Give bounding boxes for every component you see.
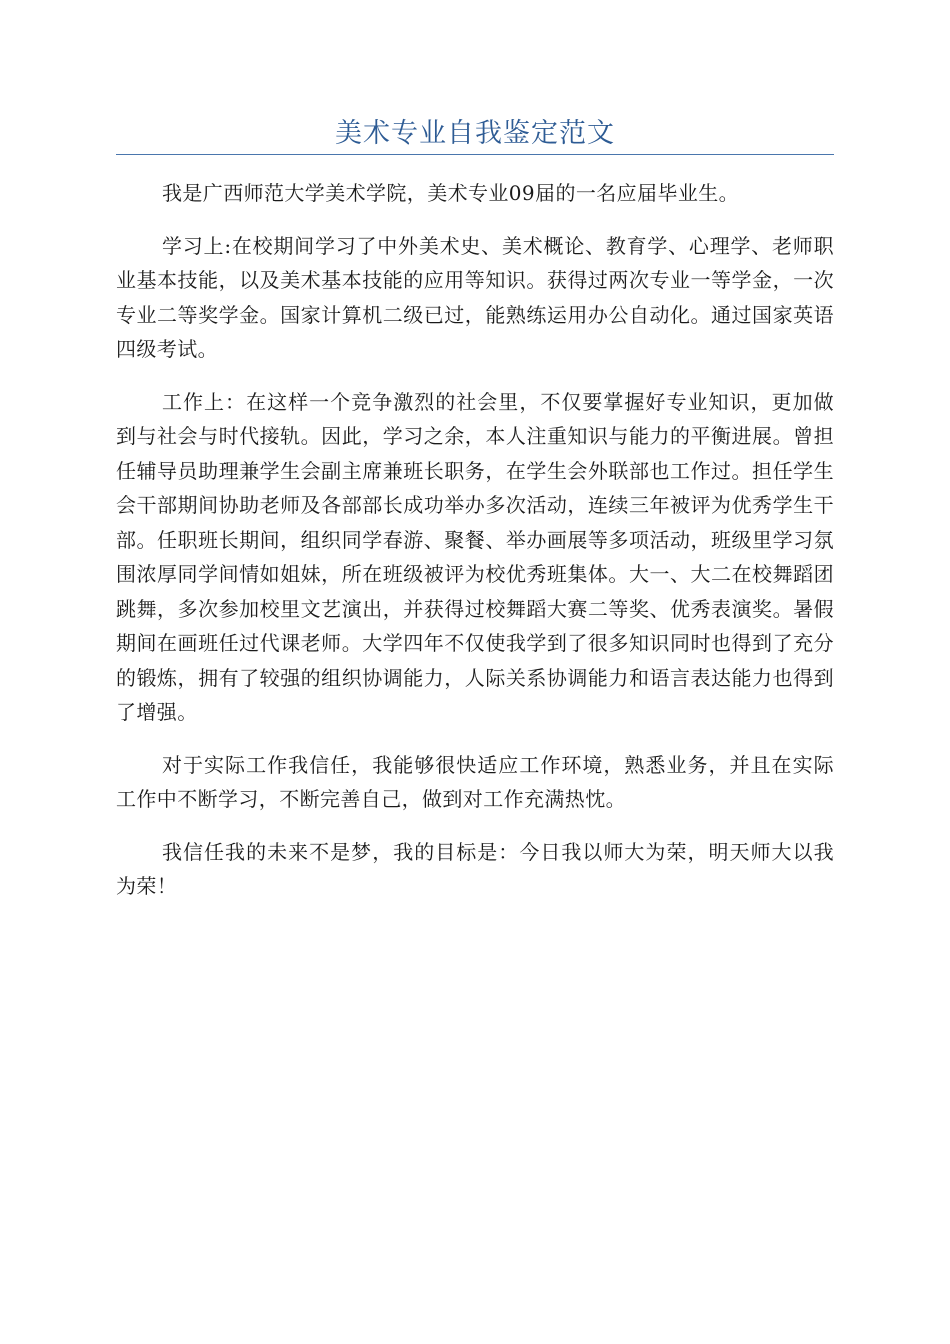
paragraph-intro: 我是广西师范大学美术学院，美术专业09届的一名应届毕业生。 bbox=[162, 181, 740, 205]
document-title: 美术专业自我鉴定范文 bbox=[335, 118, 615, 149]
document-body bbox=[116, 176, 834, 922]
paragraph-study: 学习上:在校期间学习了中外美术史、美术概论、教育学、心理学、老师职业基本技能，以及美术基本技能的应用等知识。获得过两次专业一等学金，一次专业二等奖学金。国家计算机二级已过，能熟练运用办公自动化。通过国家英语四级考试。 bbox=[116, 233, 834, 361]
paragraph-goal: 我信任我的未来不是梦，我的目标是：今日我以师大为荣，明天师大以我为荣！ bbox=[116, 839, 834, 898]
paragraph-practice: 对于实际工作我信任，我能够很快适应工作环境，熟悉业务，并且在实际工作中不断学习，不断完善自己，做到对工作充满热忱。 bbox=[116, 752, 834, 811]
title-underline bbox=[116, 154, 834, 155]
paragraph-work: 工作上：在这样一个竞争激烈的社会里，不仅要掌握好专业知识，更加做到与社会与时代接轨。因此，学习之余，本人注重知识与能力的平衡进展。曾担任辅导员助理兼学生会副主席兼班长职务，在学生会外联部也工作过。担任学生会干部期间协助老师及各部部长成功举办多次活动，连续三年被评为优秀学生干部。任职班长期间，组织同学春游、聚餐、举办画展等多项活动，班级里学习氛围浓厚同学间情如姐妹，所在班级被评为校优秀班集体。大一、大二在校舞蹈团跳舞，多次参加校里文艺演出，并获得过校舞蹈大赛二等奖、优秀表演奖。暑假期间在画班任过代课老师。大学四年不仅使我学到了很多知识同时也得到了充分的锻炼，拥有了较强的组织协调能力，人际关系协调能力和语言表达能力也得到了增强。 bbox=[116, 389, 834, 724]
